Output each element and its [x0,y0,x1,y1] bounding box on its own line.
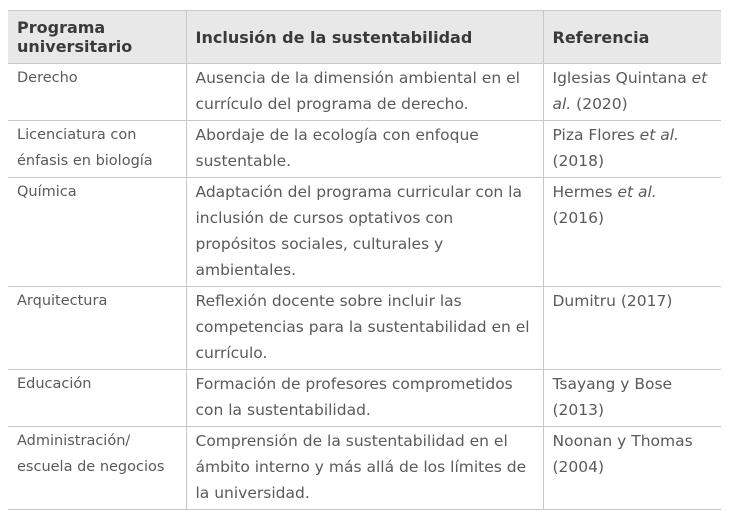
table-row [8,64,721,121]
reference-authors: Tsayang y Bose (2013) [552,375,673,419]
table-row [8,287,721,370]
table-row [8,121,721,178]
cell-reference [543,178,721,287]
reference-year: (2018) [552,152,605,170]
cell-inclusion: Adaptación del programa curricular con la inclusión de cursos optativos con propósitos sociales, culturales y ambientales. [186,178,543,287]
reference-authors: Piza Flores [552,126,640,144]
cell-program: Educación [8,370,186,427]
cell-reference [543,370,721,427]
table-row [8,178,721,287]
cell-reference [543,121,721,178]
reference-authors: Dumitru (2017) [552,292,673,310]
header-program: Programa universitario [8,11,186,64]
header-inclusion: Inclusión de la sustentabilidad [186,11,543,64]
table-row [8,427,721,510]
cell-reference [543,287,721,370]
sustainability-table-container [8,10,721,510]
cell-reference [543,427,721,510]
reference-authors: Iglesias Quintana [552,69,687,87]
cell-inclusion: Reflexión docente sobre incluir las competencias para la sustentabilidad en el currículo. [186,287,543,370]
reference-year: (2016) [552,209,605,227]
table-header [8,11,721,64]
table-body [8,64,721,510]
reference-authors: Hermes [552,183,618,201]
cell-program: Química [8,178,186,287]
cell-inclusion: Comprensión de la sustentabilidad en el ámbito interno y más allá de los límites de la universidad. [186,427,543,510]
cell-program: Administración/ escuela de negocios [8,427,186,510]
sustainability-table [8,10,721,510]
reference-et-al: et al. [639,126,679,144]
cell-program: Arquitectura [8,287,186,370]
reference-year: (2020) [571,95,628,113]
reference-et-al: et al. [552,69,708,113]
table-row [8,370,721,427]
cell-program: Licenciatura con énfasis en biología [8,121,186,178]
header-row [8,11,721,64]
cell-inclusion: Ausencia de la dimensión ambiental en el currículo del programa de derecho. [186,64,543,121]
reference-authors: Noonan y Thomas (2004) [552,432,693,476]
cell-program: Derecho [8,64,186,121]
cell-reference [543,64,721,121]
cell-inclusion: Formación de profesores comprometidos con la sustentabilidad. [186,370,543,427]
header-reference: Referencia [543,11,721,64]
reference-et-al: et al. [617,183,657,201]
cell-inclusion: Abordaje de la ecología con enfoque sustentable. [186,121,543,178]
